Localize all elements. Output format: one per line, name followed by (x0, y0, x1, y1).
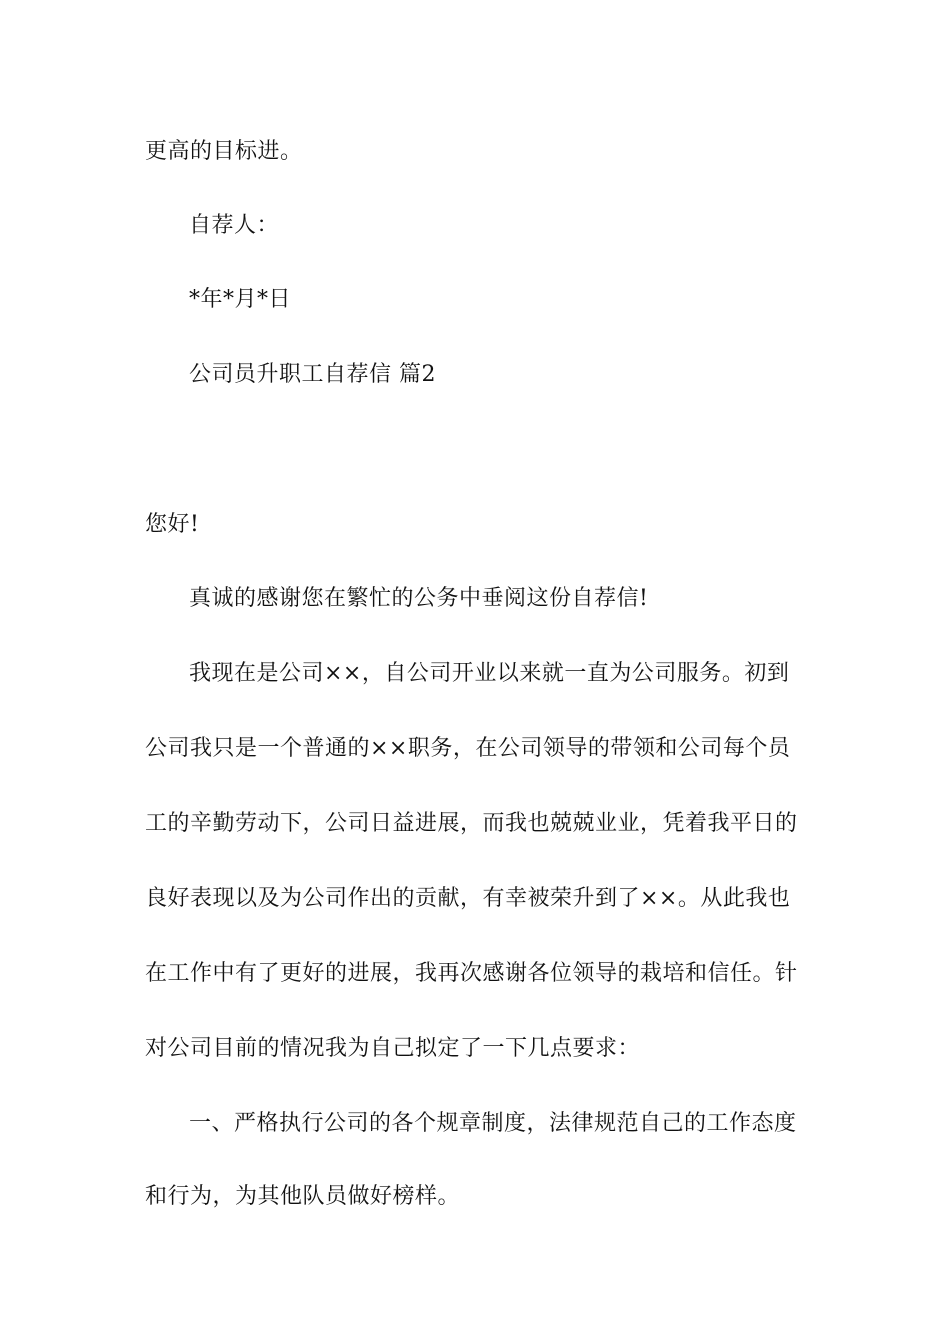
section-title: 公司员升职工自荐信 篇2 (189, 362, 436, 387)
paragraph-line: 对公司目前的情况我为自己拟定了一下几点要求： (145, 1036, 641, 1061)
paragraph-line: 我现在是公司××，自公司开业以来就一直为公司服务。初到 (189, 661, 790, 686)
text-line-continuation: 更高的目标进。 (145, 139, 303, 164)
paragraph-line: 真诚的感谢您在繁忙的公务中垂阅这份自荐信! (189, 586, 649, 611)
signature-label: 自荐人： (189, 213, 280, 238)
paragraph-line: 良好表现以及为公司作出的贡献，有幸被荣升到了××。从此我也 (145, 886, 791, 911)
paragraph-line: 在工作中有了更好的进展，我再次感谢各位领导的栽培和信任。针 (145, 961, 798, 986)
date-line: *年*月*日 (189, 287, 292, 312)
paragraph-line: 公司我只是一个普通的××职务，在公司领导的带领和公司每个员 (145, 736, 791, 761)
paragraph-line: 一、严格执行公司的各个规章制度，法律规范自己的工作态度 (189, 1111, 797, 1136)
paragraph-line: 工的辛勤劳动下，公司日益进展，而我也兢兢业业，凭着我平日的 (145, 811, 798, 836)
paragraph-line: 和行为，为其他队员做好榜样。 (145, 1184, 461, 1209)
greeting: 您好! (145, 512, 200, 537)
